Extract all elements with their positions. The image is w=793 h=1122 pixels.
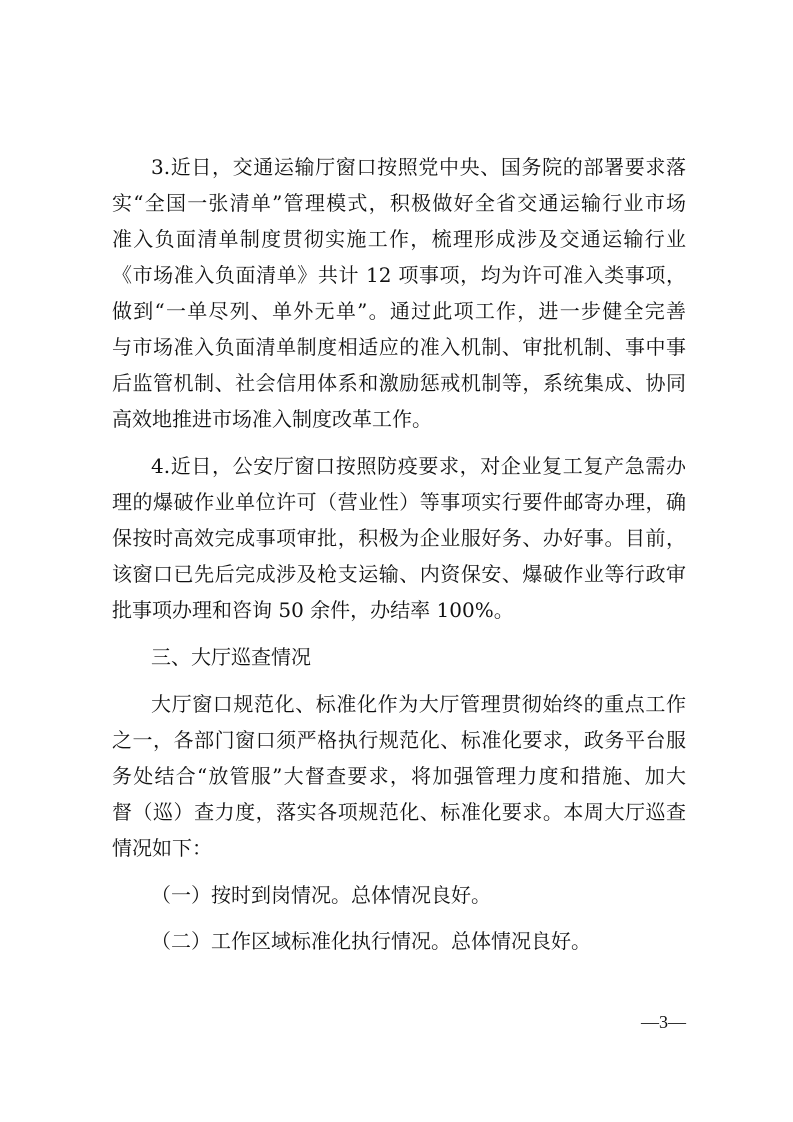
paragraph-line: 之一，各部门窗口须严格执行规范化、标准化要求，政务平台服	[112, 728, 686, 752]
paragraph-line: 保按时高效完成事项审批，积极为企业服好务、办好事。目前，	[112, 526, 686, 550]
paragraph-line: 该窗口已先后完成涉及枪支运输、内资保安、爆破作业等行政审	[112, 562, 686, 586]
sub-item-line: （一）按时到岗情况。总体情况良好。	[151, 883, 491, 907]
paragraph-line: 务处结合“放管服”大督查要求，将加强管理力度和措施、加大	[112, 764, 686, 788]
paragraph-line: 准入负面清单制度贯彻实施工作，梳理形成涉及交通运输行业	[112, 227, 686, 251]
paragraph-line: 督（巡）查力度，落实各项规范化、标准化要求。本周大厅巡查	[112, 800, 686, 824]
paragraph-line: 3.近日，交通运输厅窗口按照党中央、国务院的部署要求落	[151, 155, 686, 179]
paragraph-line: 实“全国一张清单”管理模式，积极做好全省交通运输行业市场	[112, 191, 686, 215]
page-number: —3—	[641, 1012, 686, 1032]
paragraph-line: 4.近日，公安厅窗口按照防疫要求，对企业复工复产急需办	[151, 454, 686, 478]
paragraph-line: 做到“一单尽列、单外无单”。通过此项工作，进一步健全完善	[112, 299, 686, 323]
section-heading: 三、大厅巡查情况	[151, 645, 311, 669]
paragraph-line: 大厅窗口规范化、标准化作为大厅管理贯彻始终的重点工作	[151, 692, 686, 716]
paragraph-line: 情况如下：	[112, 836, 212, 860]
paragraph-line: 批事项办理和咨询 50 余件，办结率 100%。	[112, 598, 514, 622]
paragraph-line: 《市场准入负面清单》共计 12 项事项，均为许可准入类事项，	[112, 263, 686, 287]
paragraph-line: 后监管机制、社会信用体系和激励惩戒机制等，系统集成、协同	[112, 371, 686, 395]
paragraph-line: 高效地推进市场准入制度改革工作。	[112, 407, 432, 431]
paragraph-line: 理的爆破作业单位许可（营业性）等事项实行要件邮寄办理，确	[112, 490, 686, 514]
paragraph-line: 与市场准入负面清单制度相适应的准入机制、审批机制、事中事	[112, 335, 686, 359]
sub-item-line: （二）工作区域标准化执行情况。总体情况良好。	[151, 929, 591, 953]
